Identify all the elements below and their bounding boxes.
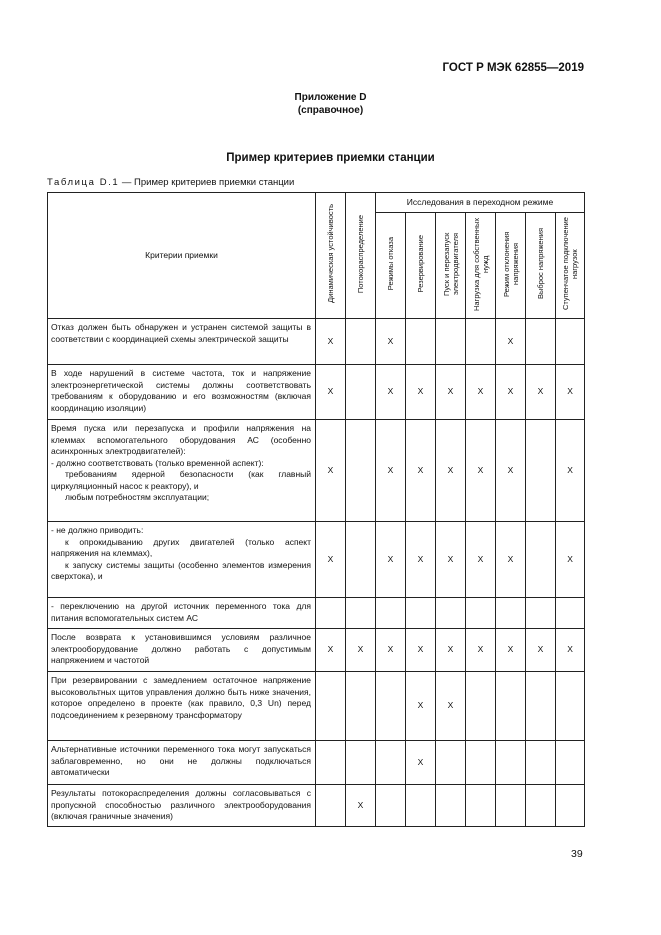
criterion-line: к опрокидыванию других двигателей (только аспект напряжения на клеммах),: [51, 536, 311, 558]
caption-prefix: Таблица D.1: [47, 177, 120, 188]
table-row: [48, 598, 585, 629]
mark-cell: X: [316, 365, 346, 420]
mark-cell: [316, 598, 346, 629]
criterion-text: Результаты потокораспределения должны согласовываться с пропускной способностью различного электрооборудования (включая граничные значения): [48, 785, 316, 827]
header-dynamic-stability: Динамическая устойчивость: [316, 193, 346, 319]
header-redundancy: Резервирование: [406, 213, 436, 319]
table-row: [48, 672, 585, 741]
criterion-text: После возврата к установившимся условиям различное электрооборудование должно работать с допустимым напряжением и частотой: [48, 629, 316, 672]
header-voltage-surge: Выброс напряжения: [526, 213, 556, 319]
mark-cell: X: [406, 672, 436, 741]
mark-cell: X: [466, 629, 496, 672]
section-title: Пример критериев приемки станции: [226, 152, 435, 164]
mark-cell: X: [406, 741, 436, 785]
table-row: [48, 522, 585, 598]
criterion-line: Время пуска или перезапуска и профили напряжения на клеммах вспомогательного оборудования АС (особенно асинхронных электродвигателей):: [51, 423, 311, 456]
mark-cell: X: [346, 629, 376, 672]
mark-cell: [496, 785, 526, 827]
mark-cell: X: [406, 629, 436, 672]
mark-cell: [346, 741, 376, 785]
header-failure-modes: Режимы отказа: [376, 213, 406, 319]
criterion-text: Отказ должен быть обнаружен и устранен системой защиты в соответствии с координацией схемы электрической защиты: [48, 319, 316, 365]
mark-cell: [496, 741, 526, 785]
mark-cell: [346, 319, 376, 365]
mark-cell: X: [406, 365, 436, 420]
acceptance-criteria-table: [47, 192, 585, 827]
mark-cell: [316, 672, 346, 741]
mark-cell: X: [466, 365, 496, 420]
criterion-text: [48, 522, 316, 598]
table-row: [48, 420, 585, 522]
appendix-title: Приложение D: [294, 92, 367, 103]
mark-cell: [376, 672, 406, 741]
criterion-line: к запуску системы защиты (особенно элементов измерения сверхтока), и: [51, 559, 311, 581]
mark-cell: [556, 598, 585, 629]
mark-cell: X: [376, 629, 406, 672]
table-row: [48, 319, 585, 365]
criterion-text: Альтернативные источники переменного тока могут запускаться заблаговременно, но они не должны подключаться автоматически: [48, 741, 316, 785]
criterion-text: В ходе нарушений в системе частота, ток и напряжение электроэнергетической системы должны соответствовать требованиям к оборудованию и его возможностям (включая координацию изоляции): [48, 365, 316, 420]
page-number: 39: [571, 848, 583, 860]
mark-cell: X: [316, 522, 346, 598]
mark-cell: X: [316, 629, 346, 672]
mark-cell: [496, 598, 526, 629]
table-row: [48, 741, 585, 785]
mark-cell: X: [556, 365, 585, 420]
mark-cell: X: [436, 629, 466, 672]
mark-cell: X: [466, 522, 496, 598]
mark-cell: X: [496, 319, 526, 365]
header-load-flow: Потокораспределение: [346, 193, 376, 319]
mark-cell: X: [556, 629, 585, 672]
criterion-line: требованиям ядерной безопасности (как главный циркуляционный насос к реактору), и: [51, 469, 311, 491]
header-criteria: Критерии приемки: [48, 193, 316, 319]
header-step-loading: Ступенчатое подключение нагрузок: [556, 213, 585, 319]
mark-cell: X: [376, 522, 406, 598]
mark-cell: [376, 598, 406, 629]
table-row: [48, 785, 585, 827]
mark-cell: [556, 672, 585, 741]
mark-cell: X: [466, 420, 496, 522]
criterion-text: [48, 420, 316, 522]
criterion-text: При резервировании с замедлением остаточное напряжение высоковольтных щитов управления должно быть ниже значения, которое определено в проекте (как правило, 0,3 Un) перед подсоединением к резервному трансформатору: [48, 672, 316, 741]
mark-cell: X: [436, 672, 466, 741]
mark-cell: X: [496, 629, 526, 672]
mark-cell: X: [526, 629, 556, 672]
mark-cell: [526, 672, 556, 741]
mark-cell: [406, 319, 436, 365]
mark-cell: X: [316, 319, 346, 365]
mark-cell: X: [556, 522, 585, 598]
mark-cell: X: [406, 420, 436, 522]
mark-cell: [556, 741, 585, 785]
caption-text: — Пример критериев приемки станции: [119, 177, 295, 188]
mark-cell: [496, 672, 526, 741]
mark-cell: X: [496, 522, 526, 598]
header-transient-group: Исследования в переходном режиме: [376, 193, 585, 213]
mark-cell: X: [316, 420, 346, 522]
mark-cell: X: [376, 365, 406, 420]
mark-cell: [316, 741, 346, 785]
mark-cell: [406, 598, 436, 629]
header-voltage-deviation: Режим отклонения напряжения: [496, 213, 526, 319]
mark-cell: [466, 672, 496, 741]
mark-cell: X: [556, 420, 585, 522]
table-row: [48, 629, 585, 672]
mark-cell: [376, 785, 406, 827]
criterion-line: - не должно приводить:: [51, 525, 144, 535]
mark-cell: X: [376, 319, 406, 365]
header-motor-start: Пуск и перезапуск электродвигателя: [436, 213, 466, 319]
mark-cell: X: [376, 420, 406, 522]
mark-cell: [316, 785, 346, 827]
mark-cell: [526, 522, 556, 598]
mark-cell: X: [496, 365, 526, 420]
mark-cell: [346, 522, 376, 598]
mark-cell: [466, 785, 496, 827]
mark-cell: X: [406, 522, 436, 598]
mark-cell: [526, 420, 556, 522]
criterion-line: любым потребностям эксплуатации;: [65, 492, 210, 502]
mark-cell: X: [496, 420, 526, 522]
mark-cell: [346, 598, 376, 629]
mark-cell: X: [526, 365, 556, 420]
mark-cell: [346, 420, 376, 522]
mark-cell: X: [436, 365, 466, 420]
table-caption: [47, 177, 294, 188]
header-house-load: Нагрузка для собственных нужд: [466, 213, 496, 319]
mark-cell: X: [346, 785, 376, 827]
mark-cell: [556, 319, 585, 365]
mark-cell: [526, 741, 556, 785]
mark-cell: [466, 598, 496, 629]
mark-cell: [466, 741, 496, 785]
mark-cell: [526, 785, 556, 827]
mark-cell: [346, 672, 376, 741]
criterion-text: - переключению на другой источник переменного тока для питания вспомогательных систем АС: [48, 598, 316, 629]
mark-cell: [556, 785, 585, 827]
mark-cell: [526, 598, 556, 629]
standard-code: ГОСТ Р МЭК 62855—2019: [442, 62, 584, 74]
mark-cell: [436, 598, 466, 629]
mark-cell: [346, 365, 376, 420]
mark-cell: [406, 785, 436, 827]
appendix-subtitle: (справочное): [297, 105, 364, 116]
criterion-line: - должно соответствовать (только временной аспект):: [51, 457, 264, 468]
mark-cell: X: [436, 420, 466, 522]
mark-cell: [376, 741, 406, 785]
mark-cell: X: [436, 522, 466, 598]
mark-cell: [526, 319, 556, 365]
mark-cell: [436, 741, 466, 785]
mark-cell: [436, 785, 466, 827]
mark-cell: [436, 319, 466, 365]
table-row: [48, 365, 585, 420]
mark-cell: [466, 319, 496, 365]
